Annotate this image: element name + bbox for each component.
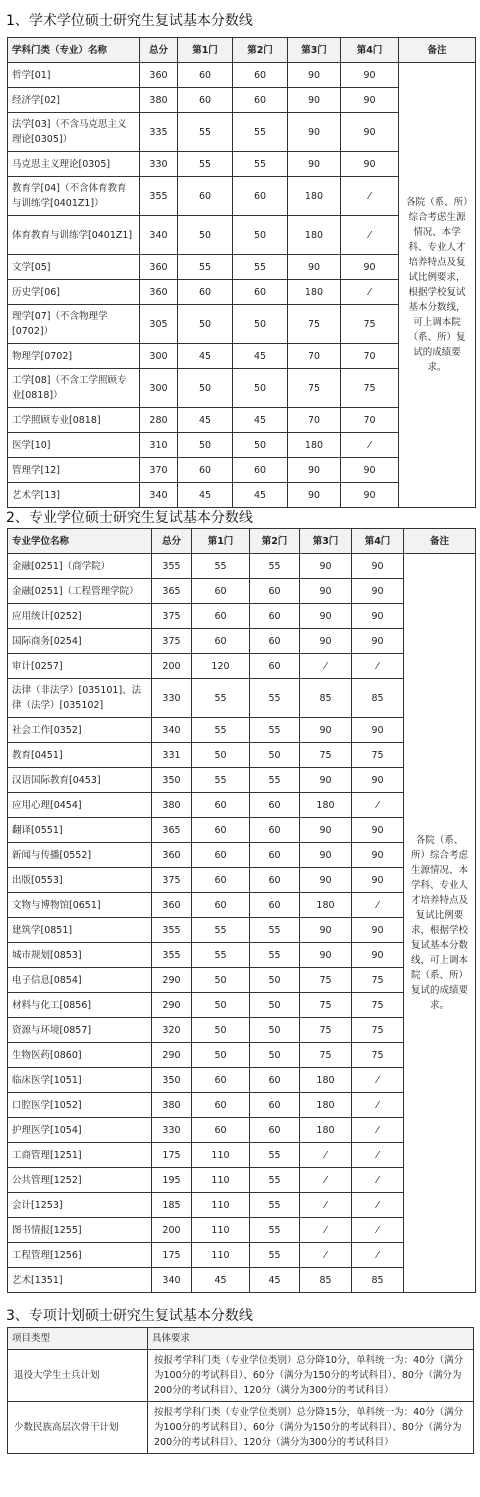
row-subject-1-cell: 60 xyxy=(178,63,233,88)
row-subject-3-cell: 90 xyxy=(288,113,341,152)
row-subject-1-cell: 50 xyxy=(178,305,233,344)
row-subject-2-cell: 60 xyxy=(233,88,288,113)
row-name-cell: 口腔医学[1052] xyxy=(8,1093,152,1118)
row-subject-4-cell: 90 xyxy=(352,943,404,968)
row-subject-1-cell: 60 xyxy=(178,458,233,483)
row-subject-1-cell: 55 xyxy=(192,943,250,968)
row-subject-4-cell: 90 xyxy=(352,604,404,629)
row-subject-1-cell: 55 xyxy=(192,718,250,743)
row-name-cell: 资源与环境[0857] xyxy=(8,1018,152,1043)
row-subject-4-cell: 90 xyxy=(341,88,399,113)
row-subject-1-cell: 60 xyxy=(178,280,233,305)
row-subject-2-cell: 55 xyxy=(250,1243,300,1268)
row-total-cell: 335 xyxy=(140,113,178,152)
row-name-cell: 新闻与传播[0552] xyxy=(8,843,152,868)
row-total-cell: 360 xyxy=(140,280,178,305)
row-name-cell: 哲学[01] xyxy=(8,63,140,88)
row-subject-3-cell: 90 xyxy=(288,63,341,88)
row-name-cell: 会计[1253] xyxy=(8,1193,152,1218)
row-subject-2-cell: 55 xyxy=(250,679,300,718)
row-total-cell: 360 xyxy=(152,893,192,918)
row-name-cell: 临床医学[1051] xyxy=(8,1068,152,1093)
row-subject-4-cell: 75 xyxy=(341,369,399,408)
row-total-cell: 195 xyxy=(152,1168,192,1193)
row-total-cell: 365 xyxy=(152,579,192,604)
row-subject-2-cell: 50 xyxy=(250,1018,300,1043)
row-total-cell: 380 xyxy=(152,1093,192,1118)
row-subject-2-cell: 45 xyxy=(250,1268,300,1293)
project-type-cell: 少数民族高层次骨干计划 xyxy=(8,1402,148,1454)
row-name-cell: 建筑学[0851] xyxy=(8,918,152,943)
row-name-cell: 法律（非法学）[035101]、法律（法学）[035102] xyxy=(8,679,152,718)
row-subject-2-cell: 60 xyxy=(233,177,288,216)
row-subject-3-cell: 180 xyxy=(300,793,352,818)
row-total-cell: 290 xyxy=(152,1043,192,1068)
academic-degree-table xyxy=(7,37,476,508)
professional-degree-table xyxy=(7,528,476,1293)
row-subject-4-cell: ⁄ xyxy=(352,1218,404,1243)
row-subject-3-cell: 180 xyxy=(300,893,352,918)
row-total-cell: 360 xyxy=(152,843,192,868)
row-subject-4-cell: 90 xyxy=(352,868,404,893)
row-subject-1-cell: 60 xyxy=(192,1093,250,1118)
row-subject-2-cell: 50 xyxy=(233,216,288,255)
row-subject-3-cell: 90 xyxy=(300,818,352,843)
row-subject-1-cell: 110 xyxy=(192,1243,250,1268)
row-name-cell: 审计[0257] xyxy=(8,654,152,679)
row-subject-3-cell: ⁄ xyxy=(300,1243,352,1268)
row-subject-4-cell: ⁄ xyxy=(352,1118,404,1143)
row-subject-2-cell: 55 xyxy=(250,1193,300,1218)
row-subject-2-cell: 60 xyxy=(250,818,300,843)
row-subject-4-cell: 90 xyxy=(341,152,399,177)
row-total-cell: 375 xyxy=(152,629,192,654)
row-total-cell: 355 xyxy=(140,177,178,216)
row-total-cell: 340 xyxy=(140,216,178,255)
row-total-cell: 375 xyxy=(152,604,192,629)
row-subject-2-cell: 50 xyxy=(250,993,300,1018)
row-subject-2-cell: 45 xyxy=(233,483,288,508)
row-subject-1-cell: 45 xyxy=(192,1268,250,1293)
row-subject-4-cell: 75 xyxy=(352,993,404,1018)
row-total-cell: 355 xyxy=(152,918,192,943)
row-total-cell: 200 xyxy=(152,654,192,679)
row-name-cell: 经济学[02] xyxy=(8,88,140,113)
row-subject-3-cell: 90 xyxy=(300,868,352,893)
row-total-cell: 355 xyxy=(152,943,192,968)
row-name-cell: 电子信息[0854] xyxy=(8,968,152,993)
row-subject-3-cell: 90 xyxy=(300,554,352,579)
row-subject-4-cell: 90 xyxy=(352,768,404,793)
row-name-cell: 工学照顾专业[0818] xyxy=(8,408,140,433)
row-subject-2-cell: 60 xyxy=(250,654,300,679)
row-name-cell: 生物医药[0860] xyxy=(8,1043,152,1068)
row-subject-4-cell: ⁄ xyxy=(341,280,399,305)
row-subject-2-cell: 60 xyxy=(233,280,288,305)
row-subject-2-cell: 50 xyxy=(250,968,300,993)
row-subject-4-cell: ⁄ xyxy=(352,1168,404,1193)
row-subject-4-cell: ⁄ xyxy=(341,216,399,255)
row-subject-2-cell: 60 xyxy=(250,1093,300,1118)
row-subject-3-cell: 70 xyxy=(288,344,341,369)
col-header-subject-1: 第1门 xyxy=(178,38,233,63)
row-subject-4-cell: 85 xyxy=(352,1268,404,1293)
row-total-cell: 320 xyxy=(152,1018,192,1043)
row-subject-3-cell: 180 xyxy=(288,177,341,216)
row-subject-3-cell: ⁄ xyxy=(300,1143,352,1168)
row-subject-4-cell: 90 xyxy=(352,629,404,654)
row-name-cell: 历史学[06] xyxy=(8,280,140,305)
row-subject-1-cell: 45 xyxy=(178,483,233,508)
row-total-cell: 290 xyxy=(152,993,192,1018)
col-header-name: 学科门类（专业）名称 xyxy=(8,38,140,63)
row-subject-2-cell: 60 xyxy=(233,458,288,483)
row-subject-3-cell: 90 xyxy=(300,604,352,629)
row-name-cell: 教育学[04]（不含体育教育与训练学[0401Z1]） xyxy=(8,177,140,216)
row-name-cell: 文学[05] xyxy=(8,255,140,280)
row-subject-4-cell: 90 xyxy=(352,554,404,579)
row-total-cell: 370 xyxy=(140,458,178,483)
row-subject-2-cell: 60 xyxy=(250,629,300,654)
row-subject-1-cell: 55 xyxy=(178,113,233,152)
row-name-cell: 应用统计[0252] xyxy=(8,604,152,629)
row-subject-1-cell: 50 xyxy=(192,1018,250,1043)
col-header-subject-2: 第2门 xyxy=(250,529,300,554)
row-subject-1-cell: 50 xyxy=(192,968,250,993)
col-header-total: 总分 xyxy=(140,38,178,63)
row-total-cell: 340 xyxy=(152,718,192,743)
row-subject-1-cell: 110 xyxy=(192,1218,250,1243)
row-subject-1-cell: 55 xyxy=(178,152,233,177)
row-total-cell: 185 xyxy=(152,1193,192,1218)
row-subject-1-cell: 60 xyxy=(178,88,233,113)
row-subject-4-cell: ⁄ xyxy=(352,1193,404,1218)
row-subject-3-cell: 75 xyxy=(300,1043,352,1068)
row-name-cell: 艺术学[13] xyxy=(8,483,140,508)
row-subject-2-cell: 45 xyxy=(233,344,288,369)
col-header-subject-2: 第2门 xyxy=(233,38,288,63)
row-name-cell: 工程管理[1256] xyxy=(8,1243,152,1268)
row-subject-1-cell: 55 xyxy=(192,768,250,793)
row-subject-3-cell: 90 xyxy=(300,943,352,968)
row-total-cell: 300 xyxy=(140,369,178,408)
row-subject-1-cell: 50 xyxy=(178,433,233,458)
row-total-cell: 350 xyxy=(152,768,192,793)
row-subject-1-cell: 50 xyxy=(178,216,233,255)
col-header-project-type: 项目类型 xyxy=(8,1328,148,1350)
row-total-cell: 305 xyxy=(140,305,178,344)
row-subject-1-cell: 60 xyxy=(192,579,250,604)
row-name-cell: 金融[0251]（商学院） xyxy=(8,554,152,579)
table-row xyxy=(8,1402,474,1454)
row-subject-2-cell: 45 xyxy=(233,408,288,433)
row-subject-4-cell: 90 xyxy=(352,818,404,843)
row-subject-2-cell: 55 xyxy=(250,718,300,743)
row-subject-4-cell: 90 xyxy=(352,918,404,943)
section-3-title: 3、专项计划硕士研究生复试基本分数线 xyxy=(6,1308,253,1324)
row-subject-3-cell: 90 xyxy=(288,255,341,280)
row-total-cell: 330 xyxy=(152,679,192,718)
row-subject-1-cell: 120 xyxy=(192,654,250,679)
row-subject-2-cell: 55 xyxy=(250,768,300,793)
row-subject-3-cell: ⁄ xyxy=(300,1168,352,1193)
row-name-cell: 图书情报[1255] xyxy=(8,1218,152,1243)
row-subject-1-cell: 60 xyxy=(192,868,250,893)
row-subject-2-cell: 55 xyxy=(233,113,288,152)
row-subject-2-cell: 50 xyxy=(250,743,300,768)
row-subject-1-cell: 55 xyxy=(192,918,250,943)
row-total-cell: 365 xyxy=(152,818,192,843)
row-subject-3-cell: 90 xyxy=(300,579,352,604)
row-total-cell: 300 xyxy=(140,344,178,369)
row-subject-2-cell: 60 xyxy=(250,604,300,629)
row-subject-1-cell: 55 xyxy=(178,255,233,280)
row-subject-1-cell: 50 xyxy=(178,369,233,408)
row-subject-3-cell: 90 xyxy=(300,718,352,743)
row-subject-4-cell: 90 xyxy=(341,483,399,508)
row-subject-4-cell: ⁄ xyxy=(352,1243,404,1268)
row-subject-1-cell: 60 xyxy=(192,629,250,654)
row-subject-3-cell: 75 xyxy=(300,743,352,768)
row-subject-4-cell: ⁄ xyxy=(341,433,399,458)
row-subject-4-cell: 90 xyxy=(341,63,399,88)
row-subject-2-cell: 50 xyxy=(233,369,288,408)
row-name-cell: 城市规划[0853] xyxy=(8,943,152,968)
row-subject-3-cell: 90 xyxy=(300,918,352,943)
row-name-cell: 社会工作[0352] xyxy=(8,718,152,743)
row-subject-1-cell: 60 xyxy=(192,818,250,843)
row-subject-2-cell: 60 xyxy=(250,868,300,893)
row-total-cell: 380 xyxy=(140,88,178,113)
row-subject-2-cell: 60 xyxy=(250,579,300,604)
col-header-requirements: 具体要求 xyxy=(148,1328,474,1350)
row-total-cell: 330 xyxy=(152,1118,192,1143)
row-subject-4-cell: 75 xyxy=(352,1043,404,1068)
row-subject-4-cell: 70 xyxy=(341,408,399,433)
row-subject-3-cell: 180 xyxy=(288,280,341,305)
row-subject-2-cell: 50 xyxy=(250,1043,300,1068)
table-row xyxy=(8,1350,474,1402)
row-subject-3-cell: ⁄ xyxy=(300,654,352,679)
row-subject-1-cell: 60 xyxy=(192,1118,250,1143)
row-subject-3-cell: 180 xyxy=(288,216,341,255)
row-name-cell: 教育[0451] xyxy=(8,743,152,768)
table-row xyxy=(8,63,476,88)
row-subject-1-cell: 55 xyxy=(192,554,250,579)
row-subject-4-cell: 90 xyxy=(352,843,404,868)
row-subject-3-cell: 75 xyxy=(288,369,341,408)
row-name-cell: 管理学[12] xyxy=(8,458,140,483)
row-subject-3-cell: 90 xyxy=(288,483,341,508)
col-header-subject-4: 第4门 xyxy=(341,38,399,63)
row-total-cell: 175 xyxy=(152,1143,192,1168)
row-name-cell: 翻译[0551] xyxy=(8,818,152,843)
row-total-cell: 290 xyxy=(152,968,192,993)
row-subject-1-cell: 110 xyxy=(192,1168,250,1193)
row-subject-3-cell: 75 xyxy=(300,968,352,993)
row-name-cell: 体育教育与训练学[0401Z1] xyxy=(8,216,140,255)
row-subject-2-cell: 60 xyxy=(250,1068,300,1093)
row-subject-3-cell: ⁄ xyxy=(300,1193,352,1218)
row-name-cell: 汉语国际教育[0453] xyxy=(8,768,152,793)
row-subject-3-cell: ⁄ xyxy=(300,1218,352,1243)
row-subject-3-cell: 180 xyxy=(300,1118,352,1143)
row-name-cell: 材料与化工[0856] xyxy=(8,993,152,1018)
row-subject-3-cell: 70 xyxy=(288,408,341,433)
row-subject-1-cell: 45 xyxy=(178,408,233,433)
row-name-cell: 医学[10] xyxy=(8,433,140,458)
row-name-cell: 工商管理[1251] xyxy=(8,1143,152,1168)
row-subject-4-cell: 75 xyxy=(352,743,404,768)
row-total-cell: 340 xyxy=(140,483,178,508)
col-header-remarks: 备注 xyxy=(404,529,476,554)
row-subject-1-cell: 60 xyxy=(192,843,250,868)
col-header-subject-3: 第3门 xyxy=(300,529,352,554)
row-subject-3-cell: 75 xyxy=(300,1018,352,1043)
row-subject-4-cell: 75 xyxy=(341,305,399,344)
row-name-cell: 金融[0251]（工程管理学院） xyxy=(8,579,152,604)
row-subject-4-cell: 90 xyxy=(352,718,404,743)
row-subject-1-cell: 60 xyxy=(192,1068,250,1093)
row-subject-2-cell: 50 xyxy=(233,433,288,458)
row-subject-2-cell: 50 xyxy=(233,305,288,344)
row-total-cell: 331 xyxy=(152,743,192,768)
row-subject-2-cell: 55 xyxy=(250,1143,300,1168)
row-name-cell: 护理医学[1054] xyxy=(8,1118,152,1143)
table-header-row xyxy=(8,1328,474,1350)
row-subject-4-cell: 90 xyxy=(341,113,399,152)
row-name-cell: 公共管理[1252] xyxy=(8,1168,152,1193)
row-subject-4-cell: 75 xyxy=(352,1018,404,1043)
row-subject-4-cell: ⁄ xyxy=(352,793,404,818)
row-total-cell: 360 xyxy=(140,255,178,280)
requirements-cell: 按报考学科门类（专业学位类别）总分降10分，单科统一为：40分（满分为100分的考试科目）、60分（满分为150分的考试科目）、80分（满分为200分的考试科目）、120分（满分为300分的考试科目） xyxy=(148,1350,474,1402)
row-subject-1-cell: 60 xyxy=(192,893,250,918)
row-subject-1-cell: 60 xyxy=(178,177,233,216)
row-subject-4-cell: 70 xyxy=(341,344,399,369)
col-header-subject-1: 第1门 xyxy=(192,529,250,554)
col-header-total: 总分 xyxy=(152,529,192,554)
requirements-cell: 按报考学科门类（专业学位类别）总分降15分，单科统一为：40分（满分为100分的考试科目）、60分（满分为150分的考试科目）、80分（满分为200分的考试科目）、120分（满分为300分的考试科目） xyxy=(148,1402,474,1454)
row-name-cell: 工学[08]（不含工学照顾专业[0818]） xyxy=(8,369,140,408)
remarks-note: 各院（系、所）综合考虑生源情况、本学科、专业人才培养特点及复试比例要求，根据学校复试基本分数线，可上调本院（系、所）复试的成绩要求。 xyxy=(404,554,476,1293)
row-subject-1-cell: 50 xyxy=(192,743,250,768)
row-subject-4-cell: 85 xyxy=(352,679,404,718)
row-subject-2-cell: 55 xyxy=(250,943,300,968)
col-header-remarks: 备注 xyxy=(399,38,476,63)
row-total-cell: 280 xyxy=(140,408,178,433)
row-subject-3-cell: 90 xyxy=(300,629,352,654)
row-subject-2-cell: 60 xyxy=(250,793,300,818)
special-plan-table xyxy=(7,1327,474,1454)
row-subject-3-cell: 85 xyxy=(300,1268,352,1293)
col-header-subject-3: 第3门 xyxy=(288,38,341,63)
row-total-cell: 330 xyxy=(140,152,178,177)
row-subject-4-cell: ⁄ xyxy=(352,1143,404,1168)
row-subject-1-cell: 50 xyxy=(192,1043,250,1068)
row-subject-4-cell: ⁄ xyxy=(352,1093,404,1118)
row-total-cell: 380 xyxy=(152,793,192,818)
row-subject-4-cell: 90 xyxy=(341,255,399,280)
row-subject-3-cell: 90 xyxy=(288,458,341,483)
row-name-cell: 应用心理[0454] xyxy=(8,793,152,818)
row-total-cell: 200 xyxy=(152,1218,192,1243)
row-total-cell: 375 xyxy=(152,868,192,893)
row-subject-3-cell: 180 xyxy=(288,433,341,458)
table-header-row xyxy=(8,38,476,63)
row-subject-2-cell: 55 xyxy=(233,255,288,280)
row-subject-4-cell: 90 xyxy=(341,458,399,483)
row-name-cell: 出版[0553] xyxy=(8,868,152,893)
section-1-title: 1、学术学位硕士研究生复试基本分数线 xyxy=(6,13,253,29)
row-name-cell: 艺术[1351] xyxy=(8,1268,152,1293)
row-subject-3-cell: 75 xyxy=(288,305,341,344)
row-subject-3-cell: 90 xyxy=(288,152,341,177)
row-name-cell: 法学[03]（不含马克思主义理论[0305]） xyxy=(8,113,140,152)
row-subject-4-cell: 75 xyxy=(352,968,404,993)
remarks-note: 各院（系、所）综合考虑生源情况、本学科、专业人才培养特点及复试比例要求，根据学校复试基本分数线，可上调本院（系、所）复试的成绩要求。 xyxy=(399,63,476,508)
row-subject-1-cell: 60 xyxy=(192,604,250,629)
row-total-cell: 340 xyxy=(152,1268,192,1293)
table-header-row xyxy=(8,529,476,554)
row-subject-4-cell: ⁄ xyxy=(341,177,399,216)
row-name-cell: 文物与博物馆[0651] xyxy=(8,893,152,918)
row-subject-1-cell: 110 xyxy=(192,1143,250,1168)
row-total-cell: 360 xyxy=(140,63,178,88)
row-subject-2-cell: 60 xyxy=(233,63,288,88)
project-type-cell: 退役大学生士兵计划 xyxy=(8,1350,148,1402)
row-subject-3-cell: 75 xyxy=(300,993,352,1018)
row-subject-3-cell: 180 xyxy=(300,1093,352,1118)
row-total-cell: 310 xyxy=(140,433,178,458)
row-subject-3-cell: 90 xyxy=(300,768,352,793)
row-subject-3-cell: 90 xyxy=(300,843,352,868)
table-row xyxy=(8,554,476,579)
row-subject-3-cell: 85 xyxy=(300,679,352,718)
row-subject-1-cell: 60 xyxy=(192,793,250,818)
row-subject-2-cell: 60 xyxy=(250,843,300,868)
row-subject-3-cell: 180 xyxy=(300,1068,352,1093)
row-name-cell: 国际商务[0254] xyxy=(8,629,152,654)
row-subject-4-cell: ⁄ xyxy=(352,893,404,918)
section-2-title: 2、专业学位硕士研究生复试基本分数线 xyxy=(6,510,253,526)
row-subject-1-cell: 55 xyxy=(192,679,250,718)
row-subject-3-cell: 90 xyxy=(288,88,341,113)
row-subject-4-cell: ⁄ xyxy=(352,654,404,679)
row-subject-4-cell: ⁄ xyxy=(352,1068,404,1093)
row-subject-2-cell: 55 xyxy=(250,554,300,579)
row-subject-2-cell: 55 xyxy=(250,918,300,943)
row-name-cell: 物理学[0702] xyxy=(8,344,140,369)
row-subject-1-cell: 45 xyxy=(178,344,233,369)
col-header-name: 专业学位名称 xyxy=(8,529,152,554)
row-total-cell: 175 xyxy=(152,1243,192,1268)
row-subject-1-cell: 110 xyxy=(192,1193,250,1218)
row-name-cell: 理学[07]（不含物理学[0702]） xyxy=(8,305,140,344)
row-subject-1-cell: 50 xyxy=(192,993,250,1018)
row-subject-2-cell: 55 xyxy=(250,1218,300,1243)
row-subject-4-cell: 90 xyxy=(352,579,404,604)
row-name-cell: 马克思主义理论[0305] xyxy=(8,152,140,177)
row-subject-2-cell: 55 xyxy=(233,152,288,177)
row-total-cell: 355 xyxy=(152,554,192,579)
row-subject-2-cell: 55 xyxy=(250,1168,300,1193)
row-subject-2-cell: 60 xyxy=(250,1118,300,1143)
col-header-subject-4: 第4门 xyxy=(352,529,404,554)
row-subject-2-cell: 60 xyxy=(250,893,300,918)
row-total-cell: 350 xyxy=(152,1068,192,1093)
